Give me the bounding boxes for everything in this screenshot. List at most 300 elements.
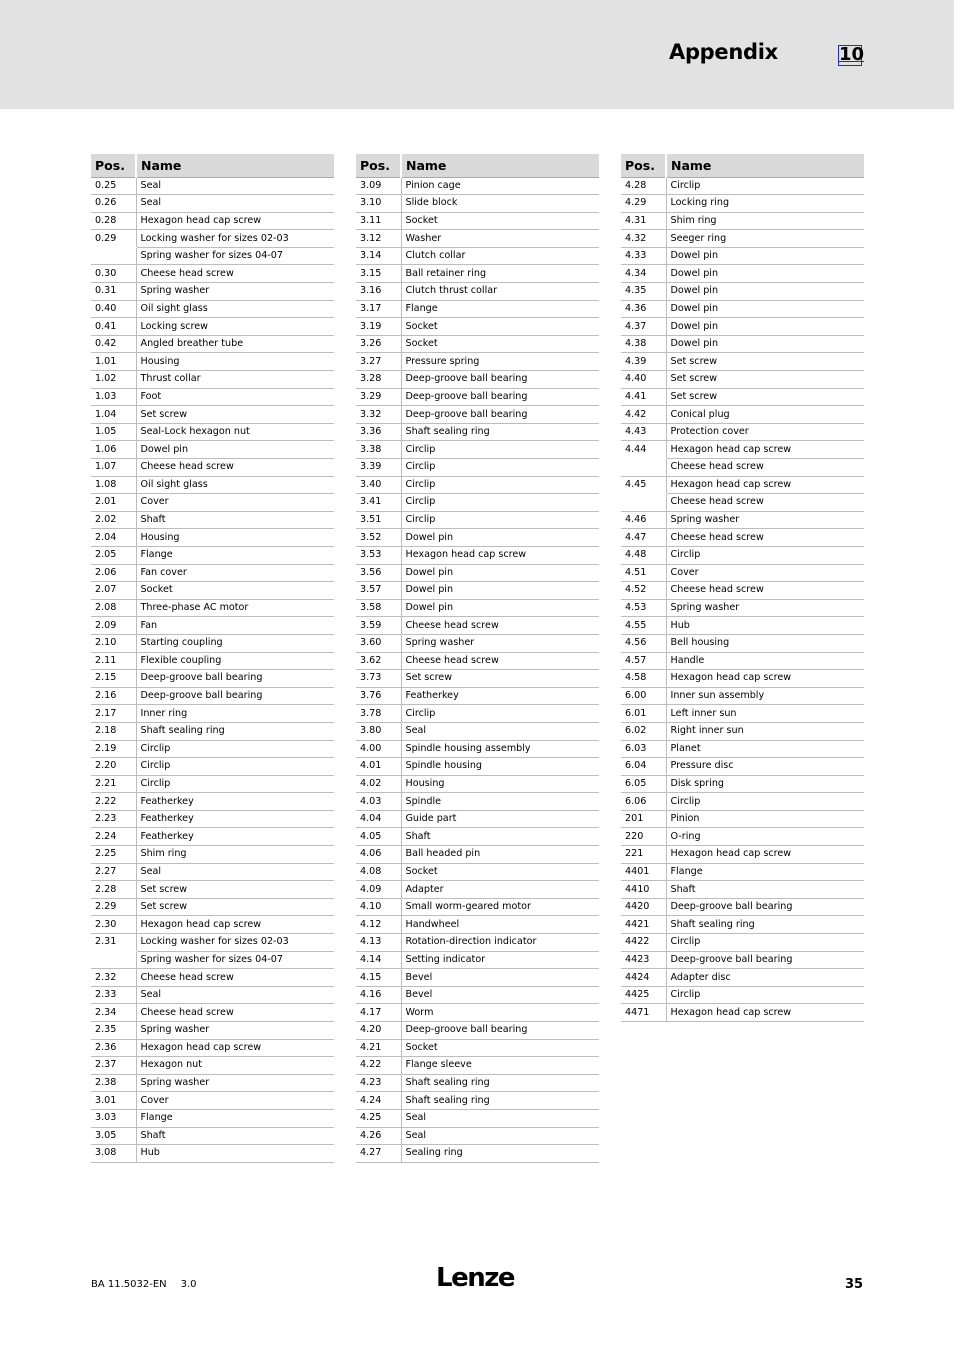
pos-cell: 4.13 xyxy=(356,934,401,952)
name-cell: Cheese head screw xyxy=(401,652,599,670)
name-cell: Spring washer xyxy=(666,511,864,529)
table-row xyxy=(356,564,599,582)
name-cell: Deep-groove ball bearing xyxy=(401,388,599,406)
pos-cell: 3.53 xyxy=(356,546,401,564)
name-cell: Seal xyxy=(401,1109,599,1127)
name-cell: Three-phase AC motor xyxy=(136,599,334,617)
pos-cell: 1.07 xyxy=(91,459,136,477)
pos-cell: 0.30 xyxy=(91,265,136,283)
name-cell: Circlip xyxy=(401,441,599,459)
table-row xyxy=(621,283,864,301)
name-cell: Spindle housing assembly xyxy=(401,740,599,758)
table-row xyxy=(91,916,334,934)
pos-cell: 2.35 xyxy=(91,1022,136,1040)
table-row xyxy=(356,1039,599,1057)
table-row xyxy=(621,898,864,916)
table-row xyxy=(91,793,334,811)
table-row xyxy=(621,1004,864,1022)
table-row xyxy=(91,828,334,846)
name-cell: Set screw xyxy=(136,881,334,899)
name-cell: Inner ring xyxy=(136,705,334,723)
table-row xyxy=(356,335,599,353)
name-cell: Handwheel xyxy=(401,916,599,934)
pos-cell: 4.01 xyxy=(356,758,401,776)
table-row xyxy=(356,810,599,828)
name-cell: Circlip xyxy=(136,740,334,758)
table-row xyxy=(356,1145,599,1163)
table-row xyxy=(91,582,334,600)
footer-doc-info xyxy=(91,1279,197,1290)
table-row xyxy=(91,195,334,213)
name-cell: Seeger ring xyxy=(666,230,864,248)
table-row xyxy=(356,476,599,494)
table-row xyxy=(91,1004,334,1022)
pos-cell: 4.53 xyxy=(621,599,666,617)
table-row xyxy=(621,388,864,406)
pos-cell: 2.37 xyxy=(91,1057,136,1075)
table-row xyxy=(621,300,864,318)
name-cell: Disk spring xyxy=(666,775,864,793)
pos-cell: 4.25 xyxy=(356,1109,401,1127)
pos-cell: 3.40 xyxy=(356,476,401,494)
name-cell: Protection cover xyxy=(666,423,864,441)
name-cell: Oil sight glass xyxy=(136,300,334,318)
parts-table-3 xyxy=(621,154,864,1022)
pos-cell: 2.01 xyxy=(91,494,136,512)
name-cell: Dowel pin xyxy=(666,335,864,353)
table-row xyxy=(356,705,599,723)
table-row xyxy=(91,353,334,371)
table-row xyxy=(91,511,334,529)
pos-cell xyxy=(621,494,666,512)
name-cell: Locking screw xyxy=(136,318,334,336)
table-row xyxy=(91,230,334,248)
pos-cell: 4.40 xyxy=(621,371,666,389)
table-row xyxy=(356,546,599,564)
pos-cell: 3.16 xyxy=(356,283,401,301)
name-cell: Socket xyxy=(401,863,599,881)
name-cell: Seal xyxy=(136,195,334,213)
table-row xyxy=(91,986,334,1004)
pos-cell: 220 xyxy=(621,828,666,846)
table-row xyxy=(621,441,864,459)
name-cell: Conical plug xyxy=(666,406,864,424)
table-row xyxy=(91,687,334,705)
pos-cell: 2.25 xyxy=(91,846,136,864)
pos-cell: 4.33 xyxy=(621,247,666,265)
name-cell: Hexagon head cap screw xyxy=(666,441,864,459)
name-cell: Shaft xyxy=(136,511,334,529)
pos-cell: 2.33 xyxy=(91,986,136,1004)
name-cell: Cheese head screw xyxy=(136,1004,334,1022)
table-row xyxy=(91,265,334,283)
pos-cell: 3.59 xyxy=(356,617,401,635)
name-cell: Set screw xyxy=(136,406,334,424)
name-cell: Foot xyxy=(136,388,334,406)
pos-cell: 2.24 xyxy=(91,828,136,846)
pos-cell: 4.56 xyxy=(621,634,666,652)
table-row xyxy=(356,195,599,213)
name-cell: Handle xyxy=(666,652,864,670)
name-cell: Cover xyxy=(136,1092,334,1110)
table-row xyxy=(356,722,599,740)
table-row xyxy=(356,230,599,248)
table-row xyxy=(356,828,599,846)
table-row xyxy=(91,300,334,318)
pos-cell: 4410 xyxy=(621,881,666,899)
table-row xyxy=(91,1127,334,1145)
pos-cell: 2.32 xyxy=(91,969,136,987)
name-cell: Circlip xyxy=(666,793,864,811)
pos-cell: 3.57 xyxy=(356,582,401,600)
pos-cell: 0.28 xyxy=(91,212,136,230)
name-cell: Seal xyxy=(401,1127,599,1145)
table-row xyxy=(356,1057,599,1075)
table-row xyxy=(621,670,864,688)
table-row xyxy=(91,881,334,899)
pos-cell: 4.21 xyxy=(356,1039,401,1057)
name-cell: Flange xyxy=(401,300,599,318)
name-cell: Circlip xyxy=(136,758,334,776)
name-cell: Flexible coupling xyxy=(136,652,334,670)
pos-cell: 4.28 xyxy=(621,177,666,195)
pos-cell: 2.23 xyxy=(91,810,136,828)
table-row xyxy=(621,476,864,494)
pos-cell: 3.10 xyxy=(356,195,401,213)
pos-cell: 3.58 xyxy=(356,599,401,617)
name-cell: Circlip xyxy=(401,705,599,723)
table-row xyxy=(91,758,334,776)
table-row xyxy=(621,969,864,987)
name-cell: Featherkey xyxy=(136,828,334,846)
name-cell: Cover xyxy=(136,494,334,512)
table-row xyxy=(91,441,334,459)
name-cell: Socket xyxy=(401,1039,599,1057)
name-cell: Circlip xyxy=(401,476,599,494)
table-row xyxy=(91,247,334,265)
pos-cell: 3.56 xyxy=(356,564,401,582)
name-cell: Cheese head screw xyxy=(666,529,864,547)
table-row xyxy=(356,318,599,336)
table-row xyxy=(91,388,334,406)
table-row xyxy=(356,511,599,529)
table-row xyxy=(621,177,864,195)
name-cell: Pinion xyxy=(666,810,864,828)
pos-cell: 4.52 xyxy=(621,582,666,600)
name-cell: Seal xyxy=(136,863,334,881)
name-cell: Deep-groove ball bearing xyxy=(136,687,334,705)
pos-cell xyxy=(91,951,136,969)
table-row xyxy=(621,582,864,600)
table-row xyxy=(356,617,599,635)
table-row xyxy=(621,599,864,617)
pos-cell: 221 xyxy=(621,846,666,864)
table-row xyxy=(356,529,599,547)
pos-cell: 4.03 xyxy=(356,793,401,811)
header-name: Name xyxy=(666,154,864,177)
pos-cell: 4.02 xyxy=(356,775,401,793)
name-cell: Spindle xyxy=(401,793,599,811)
table-row xyxy=(91,423,334,441)
name-cell: Seal xyxy=(136,177,334,195)
table-row xyxy=(91,599,334,617)
table-row xyxy=(91,371,334,389)
name-cell: Locking washer for sizes 02-03 xyxy=(136,230,334,248)
table-row xyxy=(621,212,864,230)
name-cell: Shim ring xyxy=(666,212,864,230)
pos-cell: 3.39 xyxy=(356,459,401,477)
name-cell: Worm xyxy=(401,1004,599,1022)
name-cell: Featherkey xyxy=(136,810,334,828)
pos-cell: 2.30 xyxy=(91,916,136,934)
name-cell: Adapter disc xyxy=(666,969,864,987)
table-row xyxy=(91,898,334,916)
name-cell: Spring washer xyxy=(136,1022,334,1040)
pos-cell: 6.04 xyxy=(621,758,666,776)
parts-table-2 xyxy=(356,154,599,1163)
table-row xyxy=(356,758,599,776)
name-cell: Circlip xyxy=(401,494,599,512)
name-cell: Dowel pin xyxy=(666,247,864,265)
pos-cell: 4401 xyxy=(621,863,666,881)
name-cell: Small worm-geared motor xyxy=(401,898,599,916)
chapter-number[interactable]: 10 xyxy=(839,44,865,65)
pos-cell: 4.12 xyxy=(356,916,401,934)
pos-cell: 4.08 xyxy=(356,863,401,881)
name-cell: Cheese head screw xyxy=(136,265,334,283)
table-row xyxy=(356,1109,599,1127)
table-row xyxy=(356,388,599,406)
pos-cell: 4.48 xyxy=(621,546,666,564)
pos-cell: 4.14 xyxy=(356,951,401,969)
table-row xyxy=(356,846,599,864)
pos-cell: 4422 xyxy=(621,934,666,952)
table-row xyxy=(621,423,864,441)
pos-cell: 4.37 xyxy=(621,318,666,336)
name-cell: Pressure disc xyxy=(666,758,864,776)
pos-cell: 3.60 xyxy=(356,634,401,652)
pos-cell: 4.29 xyxy=(621,195,666,213)
pos-cell: 3.36 xyxy=(356,423,401,441)
name-cell: Housing xyxy=(136,529,334,547)
name-cell: Socket xyxy=(401,212,599,230)
pos-cell: 3.76 xyxy=(356,687,401,705)
section-title: Appendix xyxy=(669,40,778,64)
pos-cell: 3.26 xyxy=(356,335,401,353)
pos-cell: 6.01 xyxy=(621,705,666,723)
name-cell: Sealing ring xyxy=(401,1145,599,1163)
table-row xyxy=(356,300,599,318)
lenze-logo: Lenze xyxy=(436,1263,514,1293)
table-row xyxy=(91,670,334,688)
name-cell: Circlip xyxy=(401,511,599,529)
pos-cell: 3.73 xyxy=(356,670,401,688)
name-cell: Bell housing xyxy=(666,634,864,652)
name-cell: Housing xyxy=(136,353,334,371)
name-cell: Hexagon head cap screw xyxy=(666,476,864,494)
pos-cell: 2.27 xyxy=(91,863,136,881)
pos-cell: 4.38 xyxy=(621,335,666,353)
pos-cell: 0.26 xyxy=(91,195,136,213)
pos-cell: 1.05 xyxy=(91,423,136,441)
table-row xyxy=(356,212,599,230)
table-row xyxy=(621,529,864,547)
pos-cell: 4.22 xyxy=(356,1057,401,1075)
table-row xyxy=(621,406,864,424)
pos-cell: 3.05 xyxy=(91,1127,136,1145)
table-row xyxy=(621,265,864,283)
name-cell: Planet xyxy=(666,740,864,758)
name-cell: Shaft sealing ring xyxy=(666,916,864,934)
table-row xyxy=(621,247,864,265)
name-cell: Shaft xyxy=(666,881,864,899)
table-row xyxy=(91,634,334,652)
table-row xyxy=(621,617,864,635)
header-pos: Pos. xyxy=(356,154,401,177)
name-cell: Spindle housing xyxy=(401,758,599,776)
table-row xyxy=(356,634,599,652)
table-row xyxy=(356,1074,599,1092)
table-row xyxy=(356,775,599,793)
pos-cell: 3.03 xyxy=(91,1109,136,1127)
table-row xyxy=(91,863,334,881)
pos-cell: 2.28 xyxy=(91,881,136,899)
pos-cell: 2.20 xyxy=(91,758,136,776)
table-row xyxy=(621,951,864,969)
name-cell: Starting coupling xyxy=(136,634,334,652)
table-row xyxy=(621,652,864,670)
table-row xyxy=(91,617,334,635)
table-row xyxy=(356,494,599,512)
pos-cell: 3.19 xyxy=(356,318,401,336)
table-row xyxy=(621,828,864,846)
table-row xyxy=(356,969,599,987)
table-row xyxy=(356,951,599,969)
name-cell: Set screw xyxy=(666,371,864,389)
table-row xyxy=(356,652,599,670)
pos-cell: 3.51 xyxy=(356,511,401,529)
pos-cell: 1.06 xyxy=(91,441,136,459)
pos-cell: 4421 xyxy=(621,916,666,934)
table-row xyxy=(621,371,864,389)
table-row xyxy=(621,705,864,723)
table-row xyxy=(356,1127,599,1145)
table-row xyxy=(91,652,334,670)
name-cell: Shaft sealing ring xyxy=(401,1092,599,1110)
name-cell: Cheese head screw xyxy=(401,617,599,635)
pos-cell: 6.00 xyxy=(621,687,666,705)
pos-cell: 4.31 xyxy=(621,212,666,230)
pos-cell: 0.41 xyxy=(91,318,136,336)
name-cell: Angled breather tube xyxy=(136,335,334,353)
pos-cell: 3.27 xyxy=(356,353,401,371)
pos-cell: 2.21 xyxy=(91,775,136,793)
doc-number: BA 11.5032-EN xyxy=(91,1279,167,1290)
pos-cell: 4.32 xyxy=(621,230,666,248)
pos-cell: 3.38 xyxy=(356,441,401,459)
pos-cell: 4424 xyxy=(621,969,666,987)
table-row xyxy=(621,986,864,1004)
table-row xyxy=(621,758,864,776)
name-cell: Spring washer xyxy=(666,599,864,617)
name-cell: Dowel pin xyxy=(401,529,599,547)
pos-cell: 201 xyxy=(621,810,666,828)
pos-cell: 3.14 xyxy=(356,247,401,265)
name-cell: Dowel pin xyxy=(666,265,864,283)
name-cell: Circlip xyxy=(666,546,864,564)
table-row xyxy=(621,634,864,652)
table-row xyxy=(621,511,864,529)
table-row xyxy=(356,371,599,389)
name-cell: Shaft sealing ring xyxy=(136,722,334,740)
pos-cell: 4.15 xyxy=(356,969,401,987)
table-row xyxy=(356,986,599,1004)
name-cell: Cheese head screw xyxy=(136,969,334,987)
name-cell: O-ring xyxy=(666,828,864,846)
table-row xyxy=(356,1004,599,1022)
table-row xyxy=(91,1145,334,1163)
page-number: 35 xyxy=(845,1277,864,1292)
table-row xyxy=(91,951,334,969)
name-cell: Locking ring xyxy=(666,195,864,213)
pos-cell: 1.02 xyxy=(91,371,136,389)
name-cell: Deep-groove ball bearing xyxy=(666,898,864,916)
table-row xyxy=(356,599,599,617)
pos-cell: 2.02 xyxy=(91,511,136,529)
pos-cell: 2.34 xyxy=(91,1004,136,1022)
name-cell: Right inner sun xyxy=(666,722,864,740)
pos-cell: 2.09 xyxy=(91,617,136,635)
name-cell: Shim ring xyxy=(136,846,334,864)
table-row xyxy=(91,494,334,512)
name-cell: Bevel xyxy=(401,986,599,1004)
pos-cell: 2.22 xyxy=(91,793,136,811)
table-row xyxy=(356,247,599,265)
name-cell: Hexagon head cap screw xyxy=(666,846,864,864)
pos-cell: 4.46 xyxy=(621,511,666,529)
name-cell: Dowel pin xyxy=(401,564,599,582)
table-row xyxy=(356,687,599,705)
table-row xyxy=(621,810,864,828)
pos-cell: 4.05 xyxy=(356,828,401,846)
table-row xyxy=(356,265,599,283)
name-cell: Pinion cage xyxy=(401,177,599,195)
pos-cell: 1.03 xyxy=(91,388,136,406)
table-row xyxy=(356,406,599,424)
name-cell: Set screw xyxy=(666,388,864,406)
pos-cell: 4471 xyxy=(621,1004,666,1022)
pos-cell: 4.41 xyxy=(621,388,666,406)
name-cell: Circlip xyxy=(401,459,599,477)
doc-version: 3.0 xyxy=(180,1279,197,1290)
table-row xyxy=(356,934,599,952)
name-cell: Hub xyxy=(666,617,864,635)
pos-cell: 1.08 xyxy=(91,476,136,494)
pos-cell: 6.03 xyxy=(621,740,666,758)
pos-cell: 3.12 xyxy=(356,230,401,248)
table-row xyxy=(621,564,864,582)
name-cell: Bevel xyxy=(401,969,599,987)
table-row xyxy=(621,353,864,371)
name-cell: Set screw xyxy=(401,670,599,688)
table-row xyxy=(91,810,334,828)
pos-cell: 4.23 xyxy=(356,1074,401,1092)
table-row xyxy=(621,740,864,758)
pos-cell: 6.02 xyxy=(621,722,666,740)
table-row xyxy=(356,863,599,881)
table-row xyxy=(91,283,334,301)
pos-cell: 4.09 xyxy=(356,881,401,899)
